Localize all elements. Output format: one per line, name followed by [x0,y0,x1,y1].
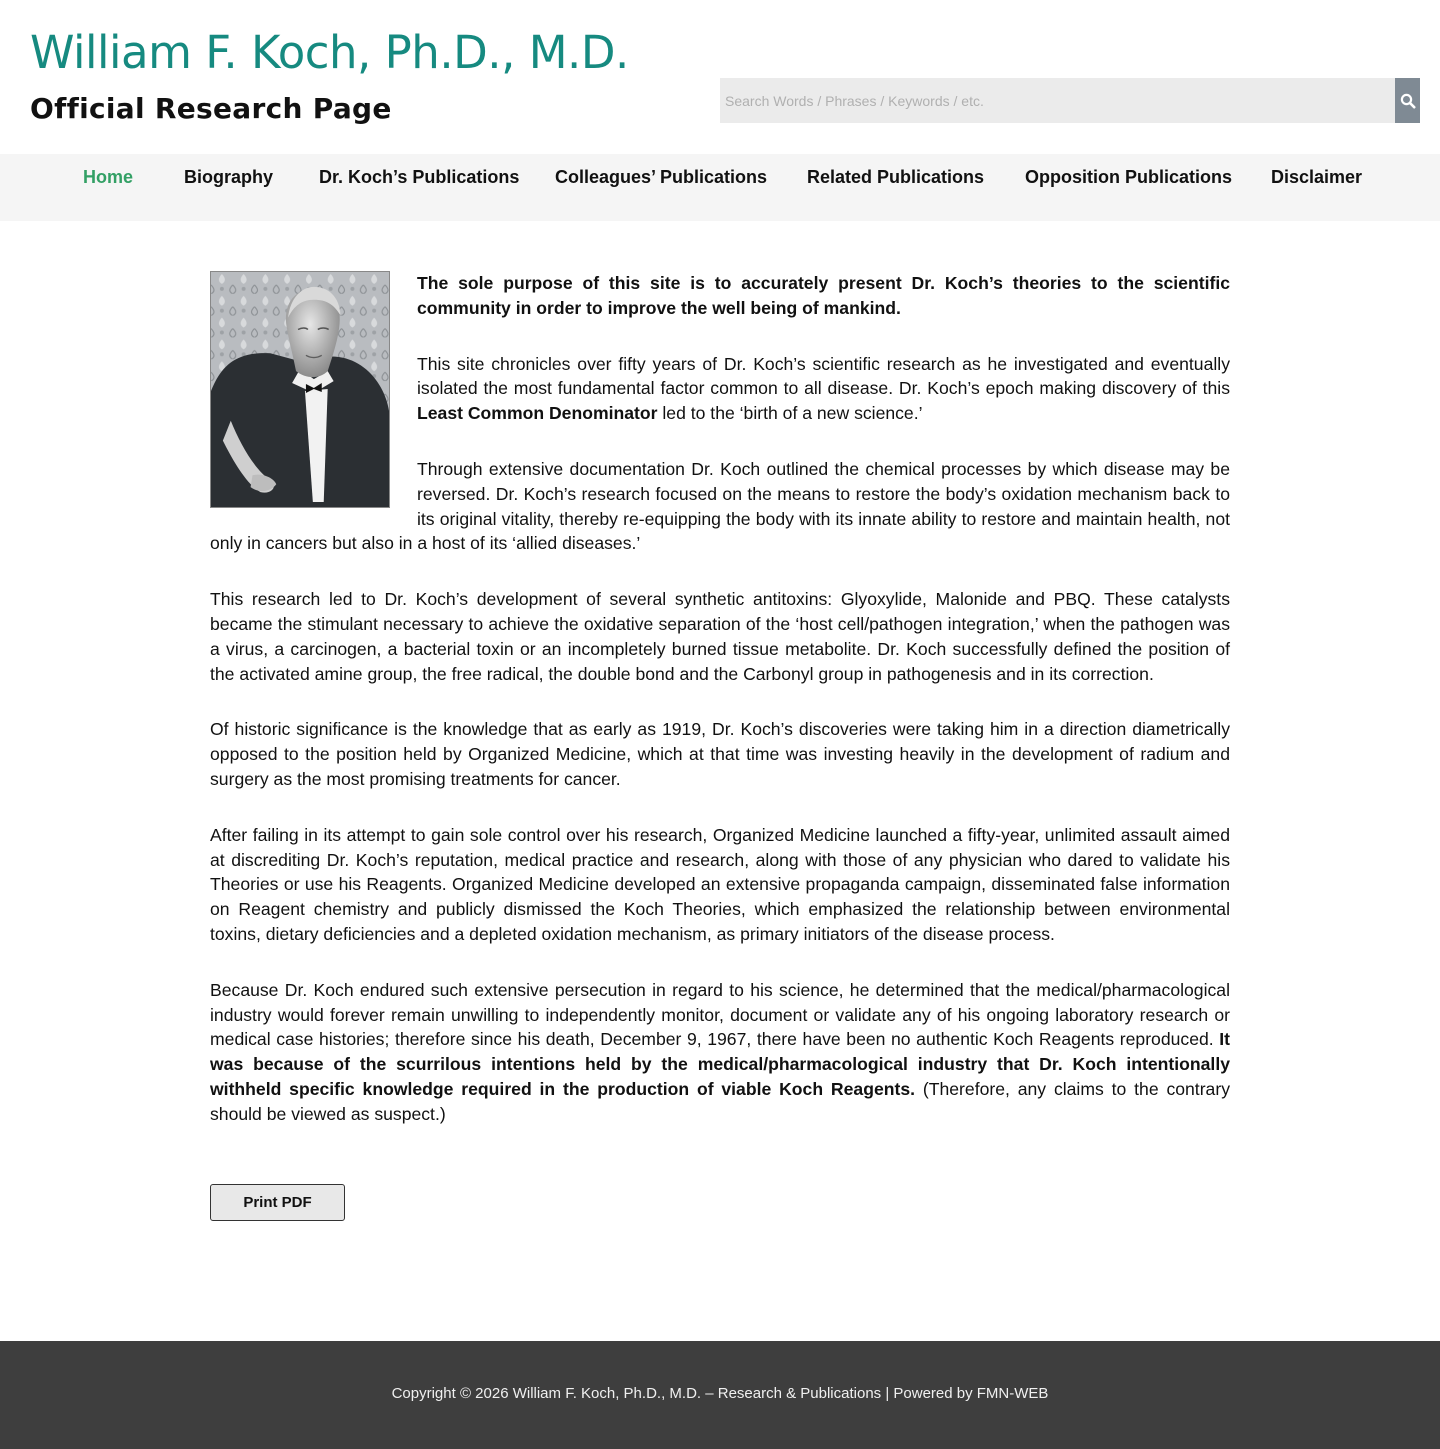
print-pdf-button[interactable]: Print PDF [210,1184,345,1221]
search-icon [1400,93,1416,109]
nav-item-koch-publications[interactable]: Dr. Koch’s Publications [319,167,520,187]
nav-item-biography[interactable]: Biography [184,167,274,187]
nav-item-home[interactable]: Home [83,167,134,187]
footer-copyright: Copyright © 2026 William F. Koch, Ph.D., M.D. – Research & Publications | Powered by FMN-WEB [391,1385,1049,1402]
paragraph-historic: Of historic significance is the knowledge that as early as 1919, Dr. Koch’s discoveries were taking him in a direction diametrically opposed to the position held by Organized Medicine, which at that time was investing heavily in the development of radium and surgery as the most promising treatments for cancer. [210,719,1230,789]
paragraph-persecution-text-a: Because Dr. Koch endured such extensive persecution in regard to his science, he determined that the medical/pharmacological industry would forever remain unwilling to independently monitor, document or validate any of his ongoing laboratory research or medical case histories; therefore since his death, December 9, 1967, there have been no authentic Koch Reagents reproduced. [210,979,1230,1050]
search-form [720,78,1420,123]
nav-item-disclaimer[interactable]: Disclaimer [1271,167,1363,187]
site-footer [0,1341,1440,1449]
main-content [210,271,1230,1158]
paragraph-persecution-text-b: (Therefore, any claims to the contrary should be viewed as suspect.) [210,1078,1230,1124]
intro-statement: The sole purpose of this site is to accurately present Dr. Koch’s theories to the scientific community in order to improve the well being of mankind. [417,273,1230,318]
nav-item-colleagues-publications[interactable]: Colleagues’ Publications [555,167,768,187]
paragraph-persecution-bold: It was because of the scurrilous intentions held by the medical/pharmacological industry that Dr. Koch intentionally withheld specific knowledge required in the production of viable Koch Reagents. [210,1029,1230,1099]
least-common-denominator-text: Least Common Denominator [417,403,658,424]
main-nav [0,154,1440,221]
paragraph-persecution [210,978,1230,1127]
paragraph-chronicle-text-b: led to the ‘birth of a new science.’ [657,403,923,424]
search-button[interactable] [1395,78,1420,123]
nav-item-opposition-publications[interactable]: Opposition Publications [1025,167,1232,187]
portrait-photo [210,271,390,508]
paragraph-antitoxins: This research led to Dr. Koch’s development of several synthetic antitoxins: Glyoxylide, Malonide and PBQ. These catalysts became the stimulant necessary to achieve the oxidative separation of the ‘host cell/pathogen integration,’ when the pathogen was a virus, a carcinogen, a bacterial toxin or an incompletely burned tissue metabolite. Dr. Koch successfully defined the position of the activated amine group, the free radical, the double bond and the Carbonyl group in pathogenesis and in its correction. [210,589,1230,684]
site-header [0,0,1440,154]
nav-item-related-publications[interactable]: Related Publications [807,167,985,187]
paragraph-documentation: Through extensive documentation Dr. Koch outlined the chemical processes by which disease may be reversed. Dr. Koch’s research focused on the means to restore the body’s oxidation mechanism back to its original vitality, thereby re-equipping the body with its innate ability to restore and maintain health, not only in cancers but also in a host of its ‘allied diseases.’ [210,458,1230,554]
site-title[interactable]: William F. Koch, Ph.D., M.D. [30,26,629,79]
paragraph-chronicle-text-a: This site chronicles over fifty years of Dr. Koch’s scientific research as he investigated and eventually isolated the most fundamental factor common to all disease. Dr. Koch’s epoch making discovery of this [417,353,1230,399]
search-input[interactable] [720,78,1395,123]
site-subtitle: Official Research Page [30,92,392,125]
paragraph-organized-medicine: After failing in its attempt to gain sole control over his research, Organized Medicine launched a fifty-year, unlimited assault aimed at discrediting Dr. Koch’s reputation, medical practice and research, along with those of any physician who dared to validate his Theories or use his Reagents. Organized Medicine developed an extensive propaganda campaign, disseminated false information on Reagent chemistry and publicly dismissed the Koch Theories, which emphasized the relationship between environmental toxins, dietary deficiencies and a depleted oxidation mechanism, as primary initiators of the disease process. [210,824,1230,944]
